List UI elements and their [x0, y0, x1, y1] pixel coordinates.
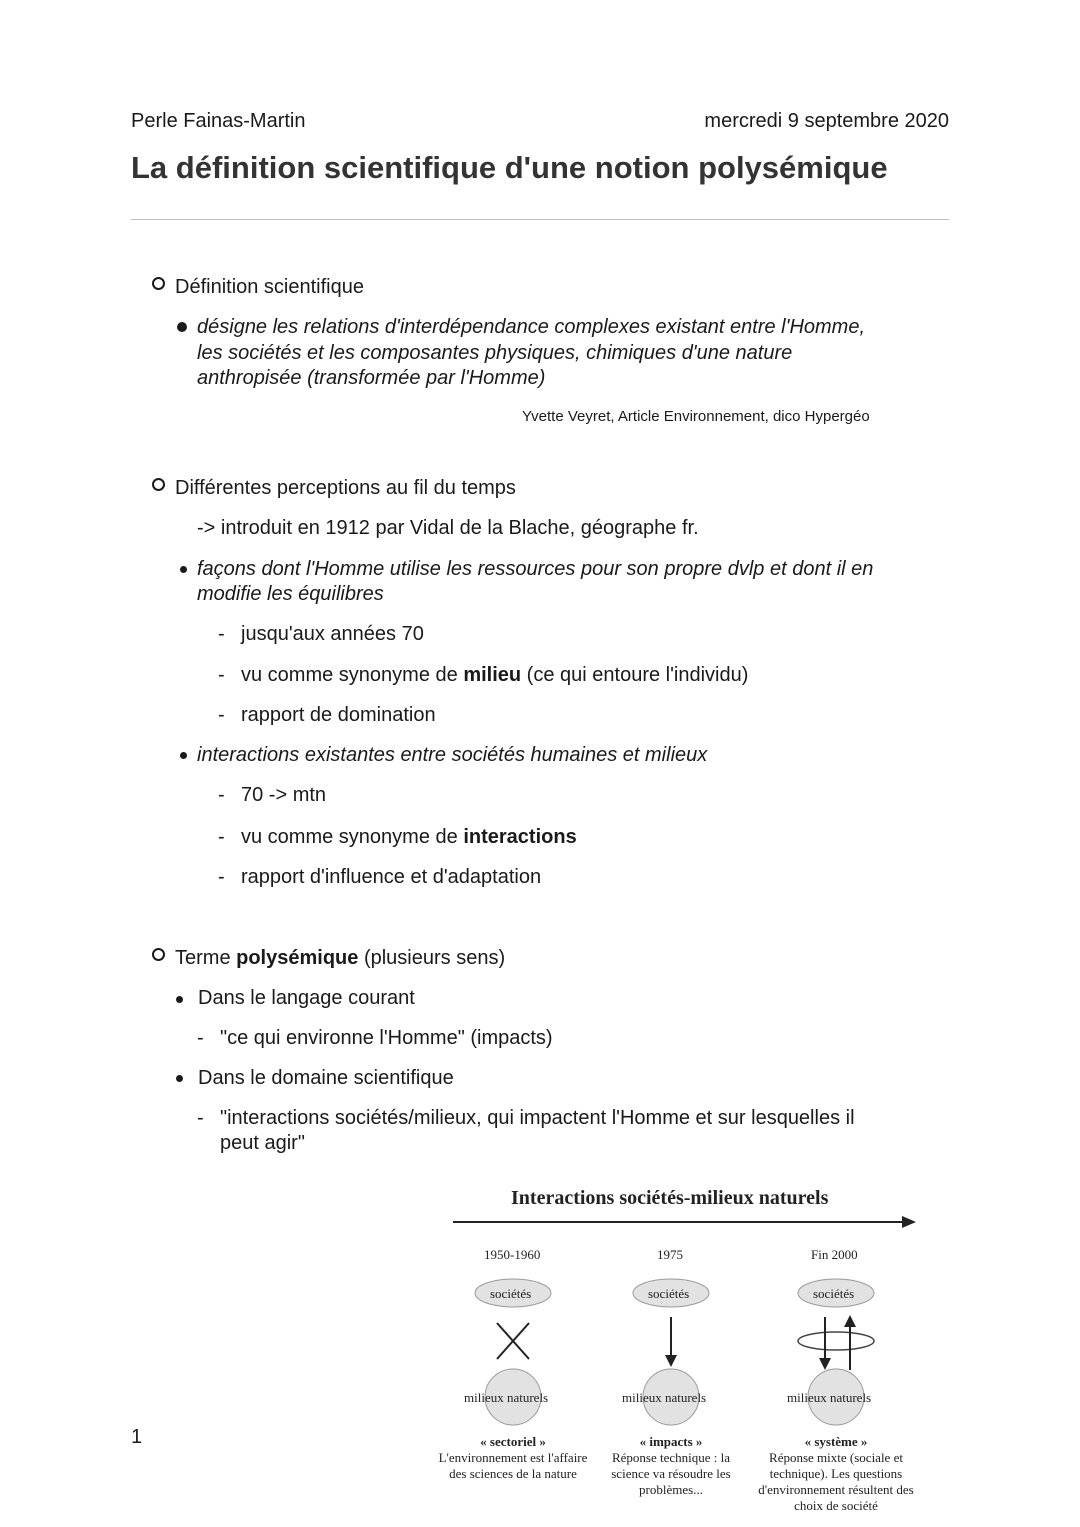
page-number: 1: [131, 1426, 143, 1448]
document-date: mercredi 9 septembre 2020: [704, 110, 949, 132]
perception-1-line-1: façons dont l'Homme utilise les ressources pour son propre dvlp et dont il en: [197, 558, 874, 580]
dash-marker: -: [197, 1107, 204, 1129]
bullet-icon: [180, 566, 187, 573]
perception-1-item-period: jusqu'aux années 70: [241, 623, 424, 645]
column-caption-impacts: « impacts » Réponse technique : la science va résoudre les problèmes...: [611, 1434, 731, 1497]
bullet-icon: [176, 1075, 183, 1082]
perception-1-item-relation: rapport de domination: [241, 704, 436, 726]
cycle-loop-icon: [798, 1332, 874, 1350]
meaning-scientific-item-line-2: peut agir": [220, 1132, 305, 1154]
timeline-arrowhead: [902, 1216, 916, 1228]
perception-2-item-synonym: vu comme synonyme de interactions: [241, 826, 577, 848]
diagram-title: Interactions sociétés-milieux naturels: [511, 1187, 829, 1209]
societies-label: sociétés: [648, 1286, 690, 1301]
section-heading-perceptions: [152, 477, 516, 500]
definition-line-3: anthropisée (transformée par l'Homme): [197, 367, 546, 389]
column-caption-systeme: « système » Réponse mixte (sociale et technique). Les questions d'environnement résultent des choix de société: [758, 1434, 914, 1513]
natural-environments-label: milieux naturels: [464, 1390, 549, 1405]
perception-2-item-relation: rapport d'influence et d'adaptation: [241, 866, 542, 888]
bullet-icon: [176, 996, 183, 1003]
dash-marker: -: [218, 664, 225, 686]
page-title: La définition scientifique d'une notion polysémique: [131, 150, 888, 185]
section-heading-text: Différentes perceptions au fil du temps: [175, 477, 516, 499]
author-name: Perle Fainas-Martin: [131, 110, 306, 132]
upward-arrowhead: [844, 1315, 856, 1327]
natural-environments-label: milieux naturels: [787, 1390, 872, 1405]
perception-2-item-period: 70 -> mtn: [241, 784, 327, 806]
bullet-icon: [177, 322, 187, 332]
dash-marker: -: [218, 866, 225, 888]
natural-environments-label: milieux naturels: [622, 1390, 707, 1405]
dash-marker: -: [218, 623, 225, 645]
dash-marker: -: [218, 704, 225, 726]
column-caption-sectoriel: « sectoriel » L'environnement est l'affaire des sciences de la nature: [438, 1434, 588, 1481]
meaning-common-language: Dans le langage courant: [198, 987, 415, 1009]
section-heading-text: Définition scientifique: [175, 276, 364, 298]
meaning-scientific-item-line-1: "interactions sociétés/milieux, qui impactent l'Homme et sur lesquelles il: [220, 1107, 855, 1129]
period-label: Fin 2000: [811, 1247, 858, 1262]
bullet-icon: [180, 752, 187, 759]
section-heading-definition: [152, 276, 364, 299]
impact-arrowhead: [665, 1355, 677, 1367]
definition-line-1: désigne les relations d'interdépendance complexes existant entre l'Homme,: [197, 316, 866, 338]
meaning-scientific-domain: Dans le domaine scientifique: [198, 1067, 454, 1089]
societies-label: sociétés: [813, 1286, 855, 1301]
hollow-bullet-icon: [152, 948, 165, 961]
hollow-bullet-icon: [152, 478, 165, 491]
downward-arrowhead: [819, 1358, 831, 1370]
societies-label: sociétés: [490, 1286, 532, 1301]
citation: Yvette Veyret, Article Environnement, dico Hypergéo: [522, 408, 870, 425]
dash-marker: -: [197, 1027, 204, 1049]
perception-1-item-synonym: vu comme synonyme de milieu (ce qui entoure l'individu): [241, 664, 749, 686]
meaning-common-item: "ce qui environne l'Homme" (impacts): [220, 1027, 553, 1049]
perception-2-line: interactions existantes entre sociétés humaines et milieux: [197, 744, 708, 766]
dash-marker: -: [218, 784, 225, 806]
intro-line: -> introduit en 1912 par Vidal de la Blache, géographe fr.: [197, 517, 699, 539]
definition-line-2: les sociétés et les composantes physiques, chimiques d'une nature: [197, 342, 793, 364]
period-label: 1975: [657, 1247, 683, 1262]
section-heading-polysemic: Terme polysémique (plusieurs sens): [152, 947, 505, 970]
dash-marker: -: [218, 826, 225, 848]
hollow-bullet-icon: [152, 277, 165, 290]
period-label: 1950-1960: [484, 1247, 541, 1262]
perception-1-line-2: modifie les équilibres: [197, 583, 384, 605]
title-divider: [131, 219, 949, 220]
